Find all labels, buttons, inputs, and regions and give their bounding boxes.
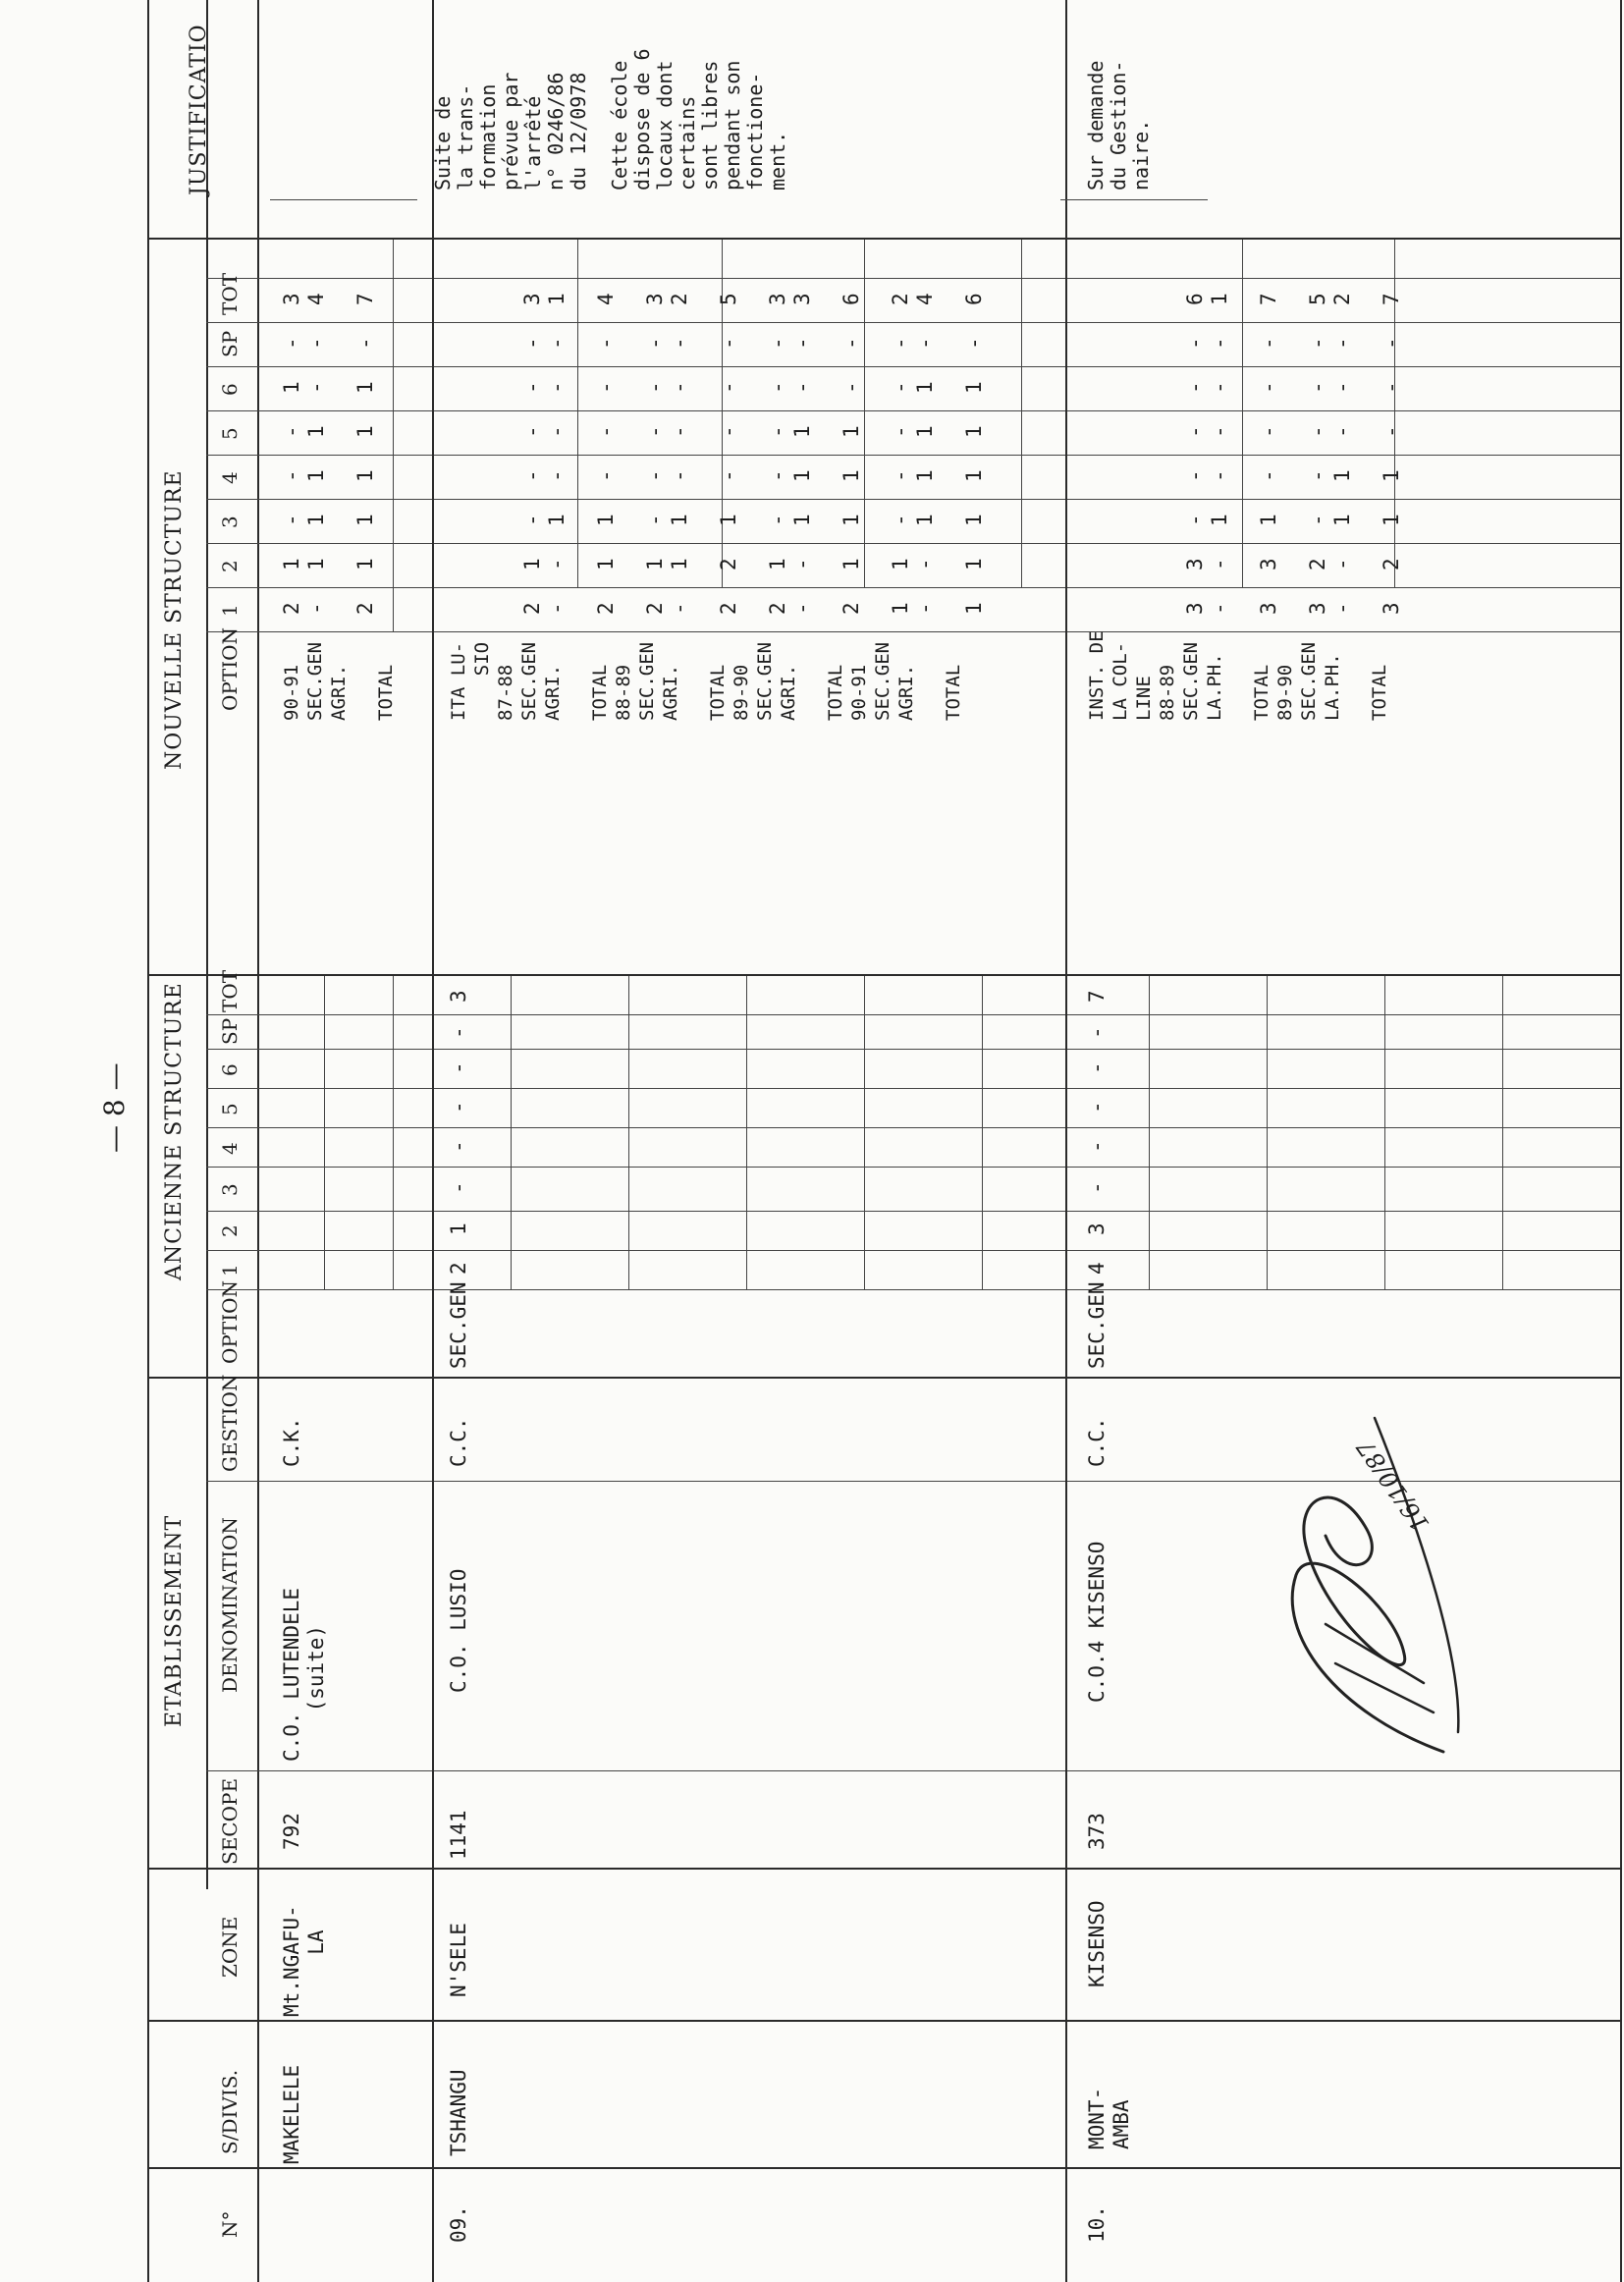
row2-nouv-col-1: 3 - 3 3 - 3: [1183, 602, 1403, 615]
anc-subrow-d: [628, 976, 629, 1290]
row0-secope: 792: [280, 1813, 303, 1850]
row0-nouv-col-6: 1 - 1: [280, 381, 377, 394]
row0-zone: Mt.NGAFU- LA: [280, 1905, 328, 2017]
row2-nouv-col-sp: - - - - - -: [1183, 337, 1403, 350]
row0-nouv-col-2: 1 1 1: [280, 558, 377, 570]
row1-justification-b: Cette école dispose de 6 locaux dont certains sont libres pendant son fonctione- ment.: [608, 48, 789, 190]
row2-anc-option: SEC.GEN: [1085, 1281, 1109, 1369]
row1-nouv-col-3: - 1 1 - 1 1 - 1 1 - 1 1: [520, 514, 986, 526]
row1-anc-3: -: [447, 1181, 470, 1194]
row2-nouv-col-6: - - - - - -: [1183, 381, 1403, 394]
nouv-sep-1: [206, 587, 1620, 588]
header-nouv-level-5: 5: [218, 427, 242, 440]
row1-secope: 1141: [447, 1810, 470, 1860]
header-bottom-rule: [257, 0, 259, 2282]
row2-nouv-col-5: - - - - - -: [1183, 425, 1403, 438]
header-nouv-level-6: 6: [218, 383, 242, 396]
signature-date: 16/10/87: [1351, 1434, 1435, 1538]
row1-nouv-col-2: 1 - 1 1 1 2 1 - 1 1 - 1: [520, 558, 986, 570]
row0-denomination: C.O. LUTENDELE (suite): [280, 1587, 328, 1762]
row0-nouv-col-sp: - - -: [280, 337, 377, 350]
page-number: — 8 —: [98, 1062, 131, 1153]
just-bracket-a: [270, 199, 417, 200]
anc-sep-4: [206, 1127, 1620, 1128]
header-nouv-level-2: 2: [218, 560, 242, 572]
anc-subrow-k: [1502, 976, 1503, 1290]
row1-nouv-col-sp: - - - - - - - - - - - -: [520, 337, 986, 350]
row2-nouv-col-4: - - - - 1 1: [1183, 469, 1403, 482]
row1-anc-5: -: [447, 1101, 470, 1114]
row1-s-divis: TSHANGU: [447, 2069, 470, 2156]
nouv-subrow-e: [1021, 240, 1022, 588]
header-anc-level-4: 4: [218, 1142, 242, 1155]
row2-gestion: C.C.: [1085, 1417, 1109, 1467]
row2-anc-sp: -: [1085, 1026, 1109, 1039]
row2-anc-tot: 7: [1085, 990, 1109, 1003]
col-sep-zone: [147, 1868, 1620, 1870]
anc-subrow-e: [746, 976, 747, 1290]
row0-nouv-col-4: - 1 1: [280, 469, 377, 482]
header-anc-option: OPTION: [218, 1280, 242, 1364]
anc-subrow-j: [1384, 976, 1385, 1290]
row1-denomination: C.O. LUSIO: [447, 1568, 470, 1693]
header-nouv-level-sp: SP: [218, 330, 242, 357]
col-sep-no: [147, 2167, 1620, 2169]
row2-anc-3: -: [1085, 1181, 1109, 1194]
anc-subrow-a: [324, 976, 325, 1290]
header-etablissement: ETABLISSEMENT: [162, 1514, 187, 1727]
nouv-subrow-a: [393, 240, 394, 632]
anc-subrow-h: [1149, 976, 1150, 1290]
row0-nouv-col-5: - 1 1: [280, 425, 377, 438]
row2-anc-4: -: [1085, 1140, 1109, 1153]
row2-anc-1: 4: [1085, 1262, 1109, 1275]
header-nouv-level-tot: TOT: [218, 272, 242, 315]
header-justification: JUSTIFICATIO: [187, 24, 211, 195]
nouv-subrow-g: [1394, 240, 1395, 588]
row2-justification: Sur demande du Gestion- naire.: [1084, 60, 1153, 190]
anc-sep-6: [206, 1049, 1620, 1050]
header-secope: SECOPE: [218, 1777, 242, 1865]
anc-subrow-i: [1267, 976, 1268, 1290]
row2-anc-2: 3: [1085, 1222, 1109, 1235]
header-anc-level-5: 5: [218, 1103, 242, 1115]
header-gestion: GESTION: [218, 1374, 242, 1472]
row1-nouv-col-6: - - - - - - - - - - 1 1: [520, 381, 986, 394]
header-anc-level-2: 2: [218, 1224, 242, 1237]
nouv-sep-5: [206, 410, 1620, 411]
header-nouv-level-4: 4: [218, 471, 242, 484]
nouv-subrow-c: [722, 240, 723, 588]
header-nouv-option: OPTION: [218, 627, 242, 711]
anc-subrow-f: [864, 976, 865, 1290]
row0-nouv-col-tot: 3 4 7: [280, 293, 377, 305]
row1-anc-tot: 3: [447, 990, 470, 1003]
nouv-sep-6: [206, 366, 1620, 367]
row1-nouv-option: ITA LU- SIO 87-88 SEC.GEN AGRI. TOTAL 88-89 SEC.GEN AGRI. TOTAL 89-90 SEC.GEN AGRI. TOTAL 90-91 SEC.GEN AGRI. TOTAL: [448, 641, 964, 721]
header-s-divis: S/DIVIS.: [218, 2069, 242, 2154]
row1-anc-4: -: [447, 1140, 470, 1153]
nouv-sep-tot: [206, 278, 1620, 279]
header-nouvelle-structure: NOUVELLE STRUCTURE: [162, 469, 187, 770]
anc-subrow-b: [393, 976, 394, 1290]
nouv-sep-option: [206, 631, 1620, 632]
row1-anc-6: -: [447, 1061, 470, 1074]
header-anc-level-sp: SP: [218, 1017, 242, 1045]
header-ancienne-structure: ANCIENNE STRUCTURE: [162, 982, 187, 1280]
row1-anc-sp: -: [447, 1026, 470, 1039]
anc-subrow-c: [511, 976, 512, 1290]
row2-secope: 373: [1085, 1813, 1109, 1850]
row1-nouv-col-tot: 3 1 4 3 2 5 3 3 6 2 4 6: [520, 293, 986, 305]
header-anc-level-3: 3: [218, 1183, 242, 1196]
nouv-subrow-f: [1242, 240, 1243, 588]
row2-nouv-option: INST. DE LA COL- LINE 88-89 SEC.GEN LA.PH. TOTAL 89-90 SEC.GEN LA.PH. TOTAL: [1086, 630, 1390, 721]
anc-sep-sp: [206, 1014, 1620, 1015]
nouv-sep-4: [206, 455, 1620, 456]
row1-anc-2: 1: [447, 1222, 470, 1235]
row2-denomination: C.O.4 KISENSO: [1085, 1541, 1109, 1703]
row1-nouv-col-4: - - - - - - - 1 1 - 1 1: [520, 469, 986, 482]
anc-sep-2: [206, 1211, 1620, 1212]
row2-nouv-col-3: - 1 1 - 1 1: [1183, 514, 1403, 526]
row2-nouv-col-tot: 6 1 7 5 2 7: [1183, 293, 1403, 305]
row-sep-1: [432, 0, 434, 2282]
just-bracket-b: [1060, 199, 1208, 200]
nouv-sep-2: [206, 543, 1620, 544]
header-anc-level-6: 6: [218, 1063, 242, 1076]
anc-subrow-g: [982, 976, 983, 1290]
header-denomination: DENOMINATION: [218, 1517, 242, 1693]
col-sep-ancienne-end: [147, 974, 1620, 976]
row2-zone: KISENSO: [1085, 1900, 1109, 1987]
row1-justification-a: Suite de la trans- formation prévue par l'arrêté n° 0246/86 du 12/0978: [431, 72, 590, 190]
row1-anc-option: SEC.GEN: [447, 1281, 470, 1369]
header-mid-rule: [206, 0, 208, 1889]
row1-anc-1: 2: [447, 1262, 470, 1275]
header-nouv-level-3: 3: [218, 516, 242, 528]
header-nouv-level-1: 1: [218, 604, 242, 617]
nouv-subrow-b: [577, 240, 578, 588]
header-zone: ZONE: [218, 1916, 242, 1978]
nouv-sep-sp: [206, 322, 1620, 323]
col-sep-nouvelle-end: [147, 238, 1620, 240]
row1-no: 09.: [447, 2205, 470, 2243]
row2-anc-6: -: [1085, 1061, 1109, 1074]
nouv-subrow-d: [864, 240, 865, 588]
row2-nouv-col-2: 3 - 3 2 - 2: [1183, 558, 1403, 570]
row1-nouv-col-1: 2 - 2 2 - 2 2 - 2 1 - 1: [520, 602, 986, 615]
row2-no: 10.: [1085, 2205, 1109, 2243]
row2-s-divis: MONT- AMBA: [1085, 2087, 1133, 2149]
header-anc-level-1: 1: [218, 1264, 242, 1277]
nouv-sep-3: [206, 499, 1620, 500]
anc-sep-option: [206, 1289, 1620, 1290]
row0-nouv-col-1: 2 - 2: [280, 602, 377, 615]
row1-gestion: C.C.: [447, 1417, 470, 1467]
row0-s-divis: MAKELELE: [280, 2064, 303, 2164]
row-sep-2: [1065, 0, 1067, 2282]
header-top-rule: [147, 0, 149, 2282]
anc-sep-5: [206, 1088, 1620, 1089]
handwritten-signature: [1218, 1398, 1473, 1771]
table-bottom-rule: [1620, 0, 1622, 2282]
row1-nouv-col-5: - - - - - - - 1 1 - 1 1: [520, 425, 986, 438]
anc-sep-3: [206, 1167, 1620, 1168]
anc-sep-1: [206, 1250, 1620, 1251]
col-sep-sdivis: [147, 2020, 1620, 2022]
row1-zone: N'SELE: [447, 1923, 470, 1997]
col-sep-etab-end: [147, 1377, 1620, 1379]
row0-nouv-option: 90-91 SEC.GEN AGRI. TOTAL: [281, 641, 397, 721]
header-no: N°: [218, 2210, 242, 2238]
row2-anc-5: -: [1085, 1101, 1109, 1114]
row0-nouv-col-3: - 1 1: [280, 514, 377, 526]
row0-gestion: C.K.: [280, 1417, 303, 1467]
header-anc-level-tot: TOT: [218, 969, 242, 1012]
